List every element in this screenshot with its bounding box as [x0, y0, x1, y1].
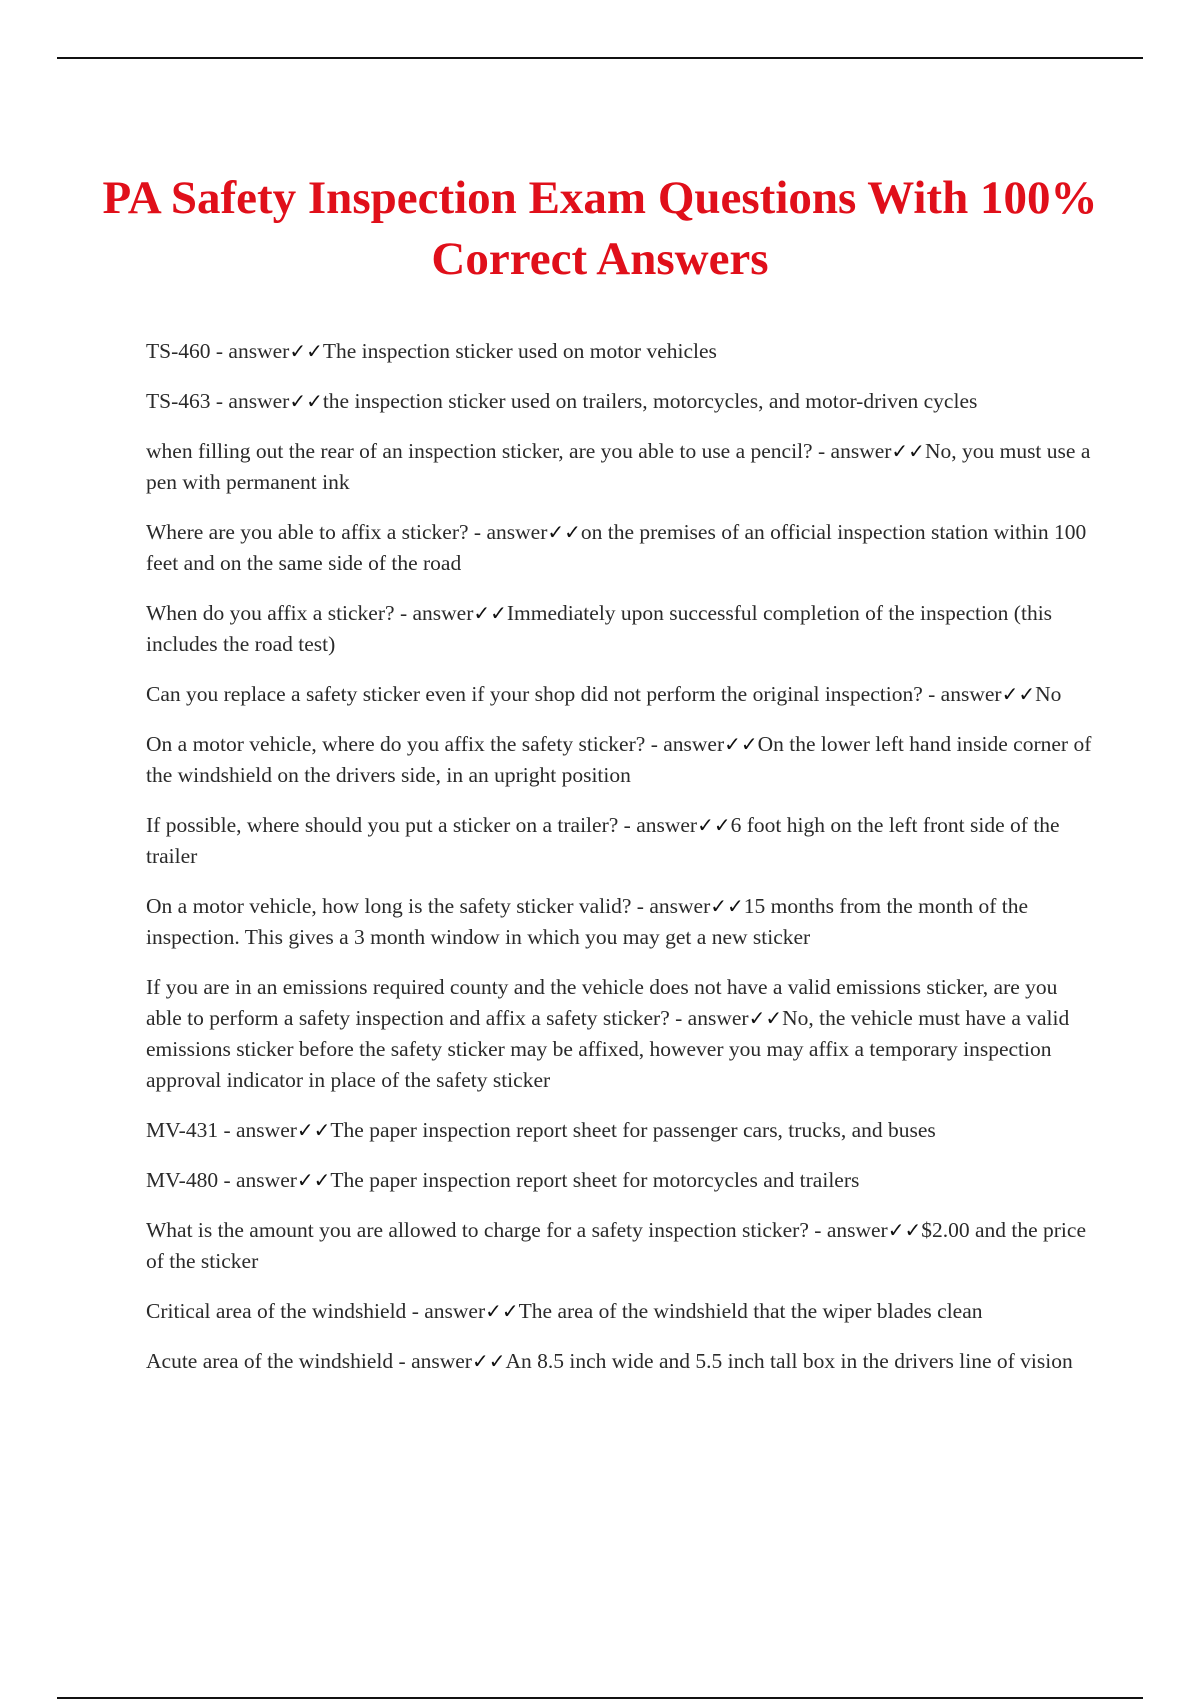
qa-item [146, 1346, 1096, 1377]
answer-label: answer [687, 1006, 749, 1030]
answer-text: 6 foot high on the left front side of the trailer [146, 813, 1060, 868]
qa-item [146, 810, 1096, 872]
question-text: MV-480 [146, 1168, 219, 1192]
document-title: PA Safety Inspection Exam Questions With 100% Correct Answers [102, 172, 1098, 285]
double-check-icon: ✓✓ [289, 389, 323, 413]
separator: - [808, 1218, 827, 1242]
answer-text: On the lower left hand inside corner of the windshield on the drivers side, in an upright position [146, 732, 1092, 787]
double-check-icon: ✓✓ [724, 732, 758, 756]
answer-text: 15 months from the month of the inspection. This gives a 3 month window in which you may get a new sticker [146, 894, 1028, 949]
question-text: When do you affix a sticker? [146, 601, 395, 625]
separator: - [812, 439, 831, 463]
answer-text: No, the vehicle must have a valid emissions sticker before the safety sticker may be affixed, however you may affix a temporary inspection approval indicator in place of the safety sticker [146, 1006, 1070, 1092]
question-text: If possible, where should you put a sticker on a trailer? [146, 813, 619, 837]
double-check-icon: ✓✓ [289, 339, 323, 363]
answer-label: answer [663, 732, 725, 756]
answer-text: the inspection sticker used on trailers, motorcycles, and motor-driven cycles [322, 389, 978, 413]
qa-item [146, 891, 1096, 953]
answer-label: answer [411, 1349, 472, 1373]
qa-item [146, 336, 1096, 367]
separator: - [631, 894, 650, 918]
separator: - [210, 339, 229, 363]
qa-item [146, 729, 1096, 791]
separator: - [618, 813, 637, 837]
separator: - [645, 732, 664, 756]
separator: - [218, 1168, 237, 1192]
question-text: Where are you able to affix a sticker? [146, 520, 469, 544]
qa-item [146, 1296, 1096, 1327]
answer-label: answer [486, 520, 548, 544]
separator: - [394, 601, 413, 625]
question-text: Critical area of the windshield [146, 1299, 407, 1323]
question-text: Can you replace a safety sticker even if your shop did not perform the original inspection? [146, 682, 923, 706]
question-text: TS-463 [146, 389, 211, 413]
separator: - [922, 682, 941, 706]
qa-item [146, 1215, 1096, 1277]
double-check-icon: ✓✓ [485, 1299, 519, 1323]
answer-label: answer [940, 682, 1002, 706]
double-check-icon: ✓✓ [1001, 682, 1036, 706]
answer-label: answer [236, 1168, 297, 1192]
question-text: On a motor vehicle, how long is the safety sticker valid? [146, 894, 632, 918]
answer-label: answer [228, 389, 290, 413]
answer-text: No, you must use a pen with permanent ink [146, 439, 1091, 494]
answer-text: Immediately upon successful completion of the inspection (this includes the road test) [146, 601, 1053, 656]
answer-label: answer [236, 1118, 297, 1142]
double-check-icon: ✓✓ [697, 813, 731, 837]
qa-item [146, 972, 1096, 1096]
qa-item [146, 1115, 1096, 1146]
double-check-icon: ✓✓ [547, 520, 581, 544]
answer-text: An 8.5 inch wide and 5.5 inch tall box in the drivers line of vision [505, 1349, 1073, 1373]
answer-label: answer [830, 439, 892, 463]
answer-text: The paper inspection report sheet for passenger cars, trucks, and buses [330, 1118, 936, 1142]
answer-label: answer [649, 894, 711, 918]
question-text: What is the amount you are allowed to charge for a safety inspection sticker? [146, 1218, 809, 1242]
question-text: Acute area of the windshield [146, 1349, 394, 1373]
double-check-icon: ✓✓ [891, 439, 925, 463]
answer-text: The paper inspection report sheet for motorcycles and trailers [330, 1168, 860, 1192]
answer-text: on the premises of an official inspection station within 100 feet and on the same side of the road [146, 520, 1087, 575]
double-check-icon: ✓✓ [473, 601, 507, 625]
question-text: MV-431 [146, 1118, 219, 1142]
separator: - [393, 1349, 412, 1373]
separator: - [210, 389, 229, 413]
double-check-icon: ✓✓ [296, 1118, 331, 1142]
separator: - [468, 520, 487, 544]
answer-label: answer [424, 1299, 486, 1323]
top-rule [57, 57, 1143, 59]
answer-label: answer [826, 1218, 888, 1242]
answer-text: $2.00 and the price of the sticker [146, 1218, 1086, 1273]
qa-item [146, 517, 1096, 579]
question-text: TS-460 [146, 339, 211, 363]
qa-item [146, 1165, 1096, 1196]
double-check-icon: ✓✓ [296, 1168, 331, 1192]
separator: - [406, 1299, 425, 1323]
qa-item [146, 679, 1096, 710]
double-check-icon: ✓✓ [471, 1349, 506, 1373]
double-check-icon: ✓✓ [710, 894, 744, 918]
double-check-icon: ✓✓ [748, 1006, 783, 1030]
answer-text: The area of the windshield that the wiper blades clean [518, 1299, 983, 1323]
qa-item [146, 598, 1096, 660]
separator: - [218, 1118, 237, 1142]
answer-label: answer [228, 339, 290, 363]
qa-item [146, 386, 1096, 417]
question-text: If you are in an emissions required county and the vehicle does not have a valid emissions sticker, are you able to perform a safety inspection and affix a safety sticker? [146, 975, 1058, 1030]
bottom-rule [57, 1697, 1143, 1699]
question-text: On a motor vehicle, where do you affix the safety sticker? [146, 732, 646, 756]
double-check-icon: ✓✓ [887, 1218, 922, 1242]
question-text: when filling out the rear of an inspection sticker, are you able to use a pencil? [146, 439, 813, 463]
answer-text: The inspection sticker used on motor vehicles [322, 339, 717, 363]
qa-list [146, 336, 1096, 1396]
answer-label: answer [412, 601, 474, 625]
separator: - [669, 1006, 688, 1030]
qa-item [146, 436, 1096, 498]
answer-label: answer [636, 813, 698, 837]
answer-text: No [1035, 682, 1062, 706]
